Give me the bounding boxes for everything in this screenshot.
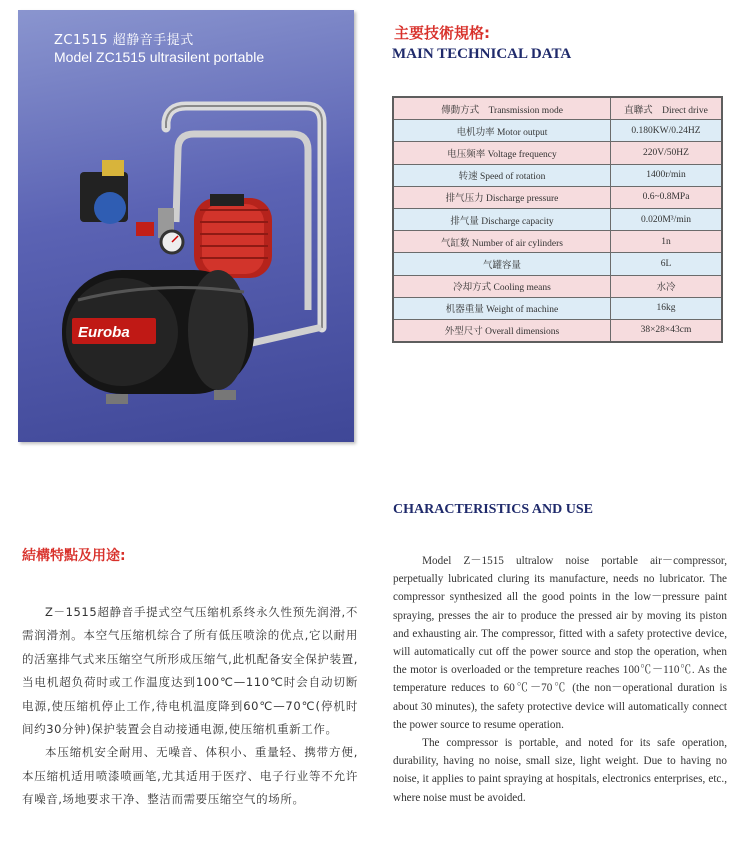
spec-value: 6L	[611, 253, 723, 275]
spec-table	[392, 96, 723, 343]
characteristics-title-zh: 結構特點及用途:	[22, 548, 126, 564]
spec-value: 16kg	[611, 297, 723, 319]
spec-table-body	[393, 97, 722, 342]
spec-value: 0.6~0.8MPa	[611, 186, 723, 208]
spec-value: 直聯式 Direct drive	[611, 97, 723, 120]
spec-value: 1400r/min	[611, 164, 723, 186]
paragraph: 本压缩机安全耐用、无噪音、体积小、重量轻、携带方便,本压缩机适用喷漆喷画笔,尤其适用于医疗、电子行业等不允许有噪音,场地要求干净、整洁而需要压缩空气的场所。	[22, 745, 358, 807]
table-row	[393, 231, 722, 253]
characteristics-body-zh	[22, 601, 358, 812]
spec-value: 0.180KW/0.24HZ	[611, 120, 723, 142]
spec-label: 傳動方式 Transmission mode	[393, 97, 611, 120]
brand-label: Euroba	[78, 324, 130, 341]
spec-value: 0.020M³/min	[611, 208, 723, 230]
spec-label: 排气压力 Discharge pressure	[393, 186, 611, 208]
spec-label: 电机功率 Motor output	[393, 120, 611, 142]
spec-label: 气罐容量	[393, 253, 611, 275]
photo-caption-zh: ZC1515 超静音手提式	[54, 33, 194, 48]
paragraph: Z－1515超静音手提式空气压缩机系终永久性预先润滑,不需润滑剂。本空气压缩机综合了所有低压喷涂的优点,它以耐用的活塞排气式来压缩空气所形成压缩气,此机配备安全保护装置,当电机超负荷时或工作温度达到100℃—110℃时会自动切断电源,使压缩机停止工作,待电机温度降到60℃—70℃(停机时间约30分钟)保护装置会自动接通电源,使压缩机重新工作。	[22, 605, 358, 737]
spec-label: 外型尺寸 Overall dimensions	[393, 319, 611, 342]
table-row	[393, 142, 722, 164]
compressor-illustration	[18, 10, 354, 442]
spec-title-en: MAIN TECHNICAL DATA	[392, 46, 572, 62]
table-row	[393, 297, 722, 319]
product-photo	[18, 10, 354, 442]
paragraph: Model Z－1515 ultralow noise portable air－compressor, perpetually lubricated cluring its manufacture, needs no lubricator. The compressor synthesized all the good points in the low－pressure paint spraying, presses the air to produce the pressed air by moving its piston and exhausting air. The compressor, fitted with a safety protective device, will automatically cut off the power source and stop the operation, when the motor is overloaded or the tempreture reaches 100℃－110℃. As the temperature reduces to 60℃－70℃ (the non－operational duration is about 30 minutes), the safety protective device will automatically connect the power source to resume operation.	[393, 555, 727, 731]
spec-value: 38×28×43cm	[611, 319, 723, 342]
table-row	[393, 319, 722, 342]
table-row	[393, 97, 722, 120]
spec-value: 1n	[611, 231, 723, 253]
table-row	[393, 275, 722, 297]
spec-label: 转速 Speed of rotation	[393, 164, 611, 186]
spec-title-zh: 主要技術規格:	[394, 24, 490, 42]
table-row	[393, 164, 722, 186]
photo-caption-en: Model ZC1515 ultrasilent portable	[54, 49, 265, 65]
table-row	[393, 253, 722, 275]
table-row	[393, 120, 722, 142]
spec-label: 排气量 Discharge capacity	[393, 208, 611, 230]
spec-label: 机器重量 Weight of machine	[393, 297, 611, 319]
characteristics-body-en	[393, 552, 727, 807]
spec-label: 冷却方式 Cooling means	[393, 275, 611, 297]
spec-value: 220V/50HZ	[611, 142, 723, 164]
table-row	[393, 186, 722, 208]
spec-label: 电压频率 Voltage frequency	[393, 142, 611, 164]
spec-value: 水冷	[611, 275, 723, 297]
characteristics-title-en: CHARACTERISTICS AND USE	[393, 502, 593, 517]
paragraph: The compressor is portable, and noted for its safe operation, durability, having no noise, small size, light weight. Due to having no noise, it applies to paint spraying at hospitals, electronics enterprises, etc., where noise must be avoided.	[393, 737, 727, 804]
spec-label: 气缸数 Number of air cylinders	[393, 231, 611, 253]
table-row	[393, 208, 722, 230]
